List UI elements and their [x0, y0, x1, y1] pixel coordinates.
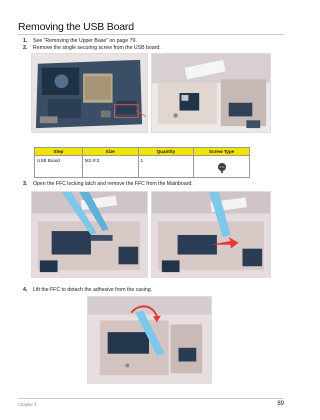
step-number: 4. — [23, 287, 28, 293]
ffc-lift-adhesive-photo — [87, 296, 212, 384]
screw-icon — [216, 162, 228, 174]
cell-quantity: 1 — [138, 156, 194, 178]
ffc-remove-photo — [151, 191, 271, 278]
cell-size: M2.5*3 — [82, 156, 138, 178]
footer-chapter: Chapter 3 — [18, 402, 37, 407]
step-text: Open the FFC locking latch and remove the FFC from the Mainboard. — [33, 181, 193, 187]
usb-board-location-photo — [31, 53, 148, 133]
cell-screw-type — [194, 156, 250, 178]
header-screw-type: Screw Type — [194, 148, 250, 156]
step-number: 2. — [23, 45, 28, 51]
ffc-latch-open-photo — [31, 191, 148, 278]
step-number: 3. — [23, 181, 28, 187]
header-size: Size — [82, 148, 138, 156]
usb-board-screw-closeup-photo — [151, 53, 271, 133]
header-step: Step — [35, 148, 83, 156]
cell-step: USB Board — [35, 156, 83, 178]
step-2 — [23, 45, 161, 51]
step-4 — [23, 287, 152, 293]
step-text: Lift the FFC to detach the adhesive from the casing. — [33, 287, 153, 293]
step-1 — [23, 38, 137, 44]
screw-table-header-row — [35, 148, 250, 156]
step-3 — [23, 181, 193, 187]
title-divider — [18, 34, 284, 35]
table-row — [35, 156, 250, 178]
page-number: 89 — [277, 401, 284, 407]
header-quantity: Quantity — [138, 148, 194, 156]
screw-table — [34, 147, 250, 178]
step-text: Remove the single securing screw from the USB board. — [33, 45, 161, 51]
page-title: Removing the USB Board — [18, 21, 134, 33]
footer-divider — [18, 398, 284, 399]
step-number: 1. — [23, 38, 28, 44]
step-text: See “Removing the Upper Base” on page 79. — [33, 38, 137, 44]
